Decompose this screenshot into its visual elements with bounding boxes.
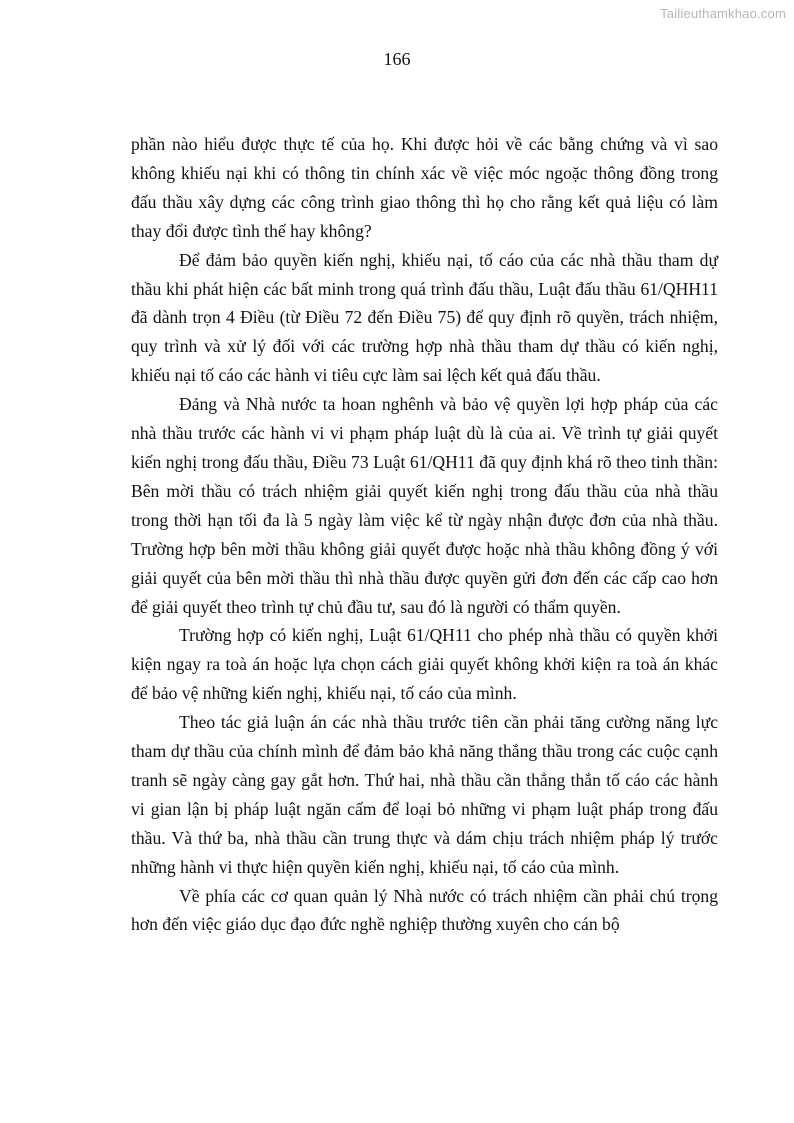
paragraph-1: phần nào hiểu được thực tế của họ. Khi được hỏi về các bằng chứng và vì sao không khiếu nại khi có thông tin chính xác về việc móc ngoặc thông đồng trong đấu thầu xây dựng các công trình giao thông thì họ cho rằng kết quả liệu có làm thay đổi được tình thế hay không? bbox=[131, 134, 718, 241]
paragraph-3: Đảng và Nhà nước ta hoan nghênh và bảo vệ quyền lợi hợp pháp của các nhà thầu trước các hành vi vi phạm pháp luật dù là của ai. Về trình tự giải quyết kiến nghị trong đấu thầu, Điều 73 Luật 61/QH11 đã quy định khá rõ theo tinh thần: Bên mời thầu có trách nhiệm giải quyết kiến nghị trong đấu thầu của nhà thầu trong thời hạn tối đa là 5 ngày làm việc kể từ ngày nhận được đơn của nhà thầu. Trường hợp bên mời thầu không giải quyết được hoặc nhà thầu không đồng ý với giải quyết của bên mời thầu thì nhà thầu được quyền gửi đơn đến các cấp cao hơn để giải quyết theo trình tự chủ đầu tư, sau đó là người có thẩm quyền. bbox=[131, 394, 718, 617]
page-number: 166 bbox=[383, 49, 411, 69]
paragraph-6: Về phía các cơ quan quản lý Nhà nước có trách nhiệm cần phải chú trọng hơn đến việc giáo dục đạo đức nghề nghiệp thường xuyên cho cán bộ bbox=[131, 885, 718, 935]
watermark: Tailieuthamkhao.com bbox=[660, 6, 786, 21]
paragraph-4: Trường hợp có kiến nghị, Luật 61/QH11 cho phép nhà thầu có quyền khởi kiện ngay ra toà án hoặc lựa chọn cách giải quyết không khởi kiện ra toà án khác để bảo vệ những kiến nghị, khiếu nại, tố cáo của mình. bbox=[131, 625, 718, 704]
body-text bbox=[131, 130, 718, 939]
paragraph-5: Theo tác giả luận án các nhà thầu trước tiên cần phải tăng cường năng lực tham dự thầu của chính mình để đảm bảo khả năng thắng thầu trong các cuộc cạnh tranh sẽ ngày càng gay gắt hơn. Thứ hai, nhà thầu cần thẳng thắn tố cáo các hành vi gian lận bị pháp luật ngăn cấm để loại bỏ những vi phạm luật pháp trong đấu thầu. Và thứ ba, nhà thầu cần trung thực và dám chịu trách nhiệm pháp lý trước những hành vi thực hiện quyền kiến nghị, khiếu nại, tố cáo của mình. bbox=[131, 712, 718, 877]
paragraph-2: Để đảm bảo quyền kiến nghị, khiếu nại, tố cáo của các nhà thầu tham dự thầu khi phát hiện các bất minh trong quá trình đấu thầu, Luật đấu thầu 61/QHH11 đã dành trọn 4 Điều (từ Điều 72 đến Điều 75) để quy định rõ quyền, trách nhiệm, quy trình và xử lý đối với các trường hợp nhà thầu tham dự thầu có kiến nghị, khiếu nại tố cáo các hành vi tiêu cực làm sai lệch kết quả đấu thầu. bbox=[131, 249, 718, 386]
